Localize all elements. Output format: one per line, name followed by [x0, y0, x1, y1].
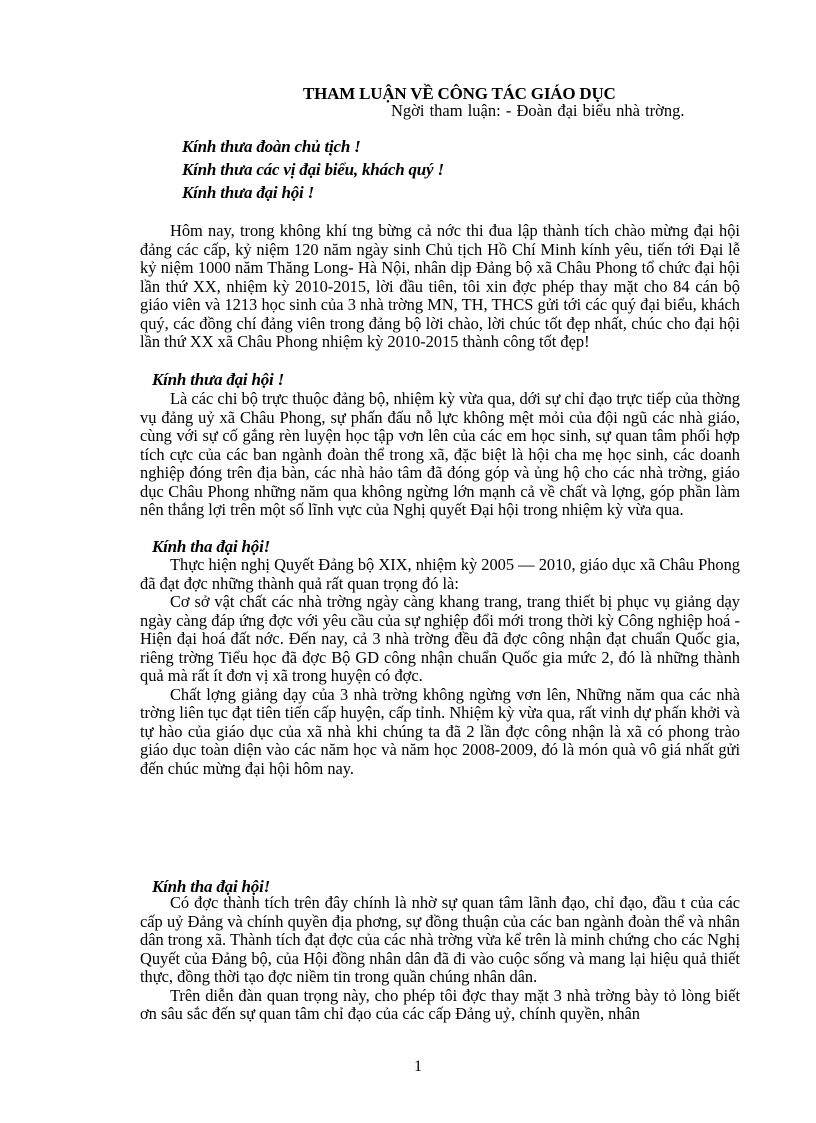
paragraph-3b-text: Cơ sở vật chất các nhà trờng ngày càng khang trang, trang thiết bị phục vụ giảng dạy ngày càng đáp ứng đợc với yêu cầu của sự nghiệp đổi mới trong thời kỳ Công nghiệp hoá - Hiện đại hoá đất nớc. Đến nay, cả 3 nhà trờng đều đã đợc công nhận đạt chuẩn Quốc gia, riêng trờng Tiểu học đã đợc Bộ GD công nhận chuẩn Quốc gia mức 2, đó là những thành quả mà rất ít đơn vị xã trong huyện có đợc.: [140, 592, 740, 685]
heading-4: Kính tha đại hội!: [152, 877, 271, 896]
paragraph-3c-text: Chất lợng giảng dạy của 3 nhà trờng không ngừng vơn lên, Những năm qua các nhà trờng liên tục đạt tiên tiến cấp huyện, cấp tỉnh. Nhiệm kỳ vừa qua, rất vinh dự phấn khởi và tự hào của giáo dục của xã nhà khi chúng ta đã 2 lần đợc công nhận là xã có phong trào giáo dục toàn diện vào các năm học và năm học 2008-2009, đó là món quà vô giá nhất gửi đến chúc mừng đại hội hôm nay.: [140, 684, 740, 778]
paragraph-4-text: Có đợc thành tích trên đây chính là nhờ sự quan tâm lãnh đạo, chỉ đạo, đầu t của các cấp uỷ Đảng và chính quyền địa phơng, sự đồng thuận của các ban ngành đoàn thể và nhân dân trong xã. Thành tích đạt đợc của các nhà trờng vừa kể trên là minh chứng cho các Nghị Quyết của Đảng bộ, của Hội đồng nhân dân đã đi vào cuộc sống và mang lại hiệu quả thiết thực, đồng thời tạo đợc niềm tin trong quần chúng nhân dân.: [140, 893, 740, 986]
presenter-line: Ngời tham luận: - Đoàn đại biểu nhà trờng.: [391, 101, 685, 120]
greeting-1: Kính thưa đoàn chủ tịch !: [182, 137, 361, 156]
heading-3: Kính tha đại hội!: [152, 537, 271, 556]
paragraph-2-text: Là các chi bộ trực thuộc đảng bộ, nhiệm kỳ vừa qua, dới sự chỉ đạo trực tiếp của thờng vụ đảng uỷ xã Châu Phong, sự phấn đấu nỗ lực không mệt mỏi của đội ngũ các nhà giáo, cùng với sự cố gắng rèn luyện học tập vơn lên của các em học sinh, sự quan tâm phối hợp tích cực của các ban ngành đoàn thể trong xã, đặc biệt là hội cha mẹ học sinh, các doanh nghiệp đóng trên địa bàn, các nhà hảo tâm đã đóng góp và ủng hộ cho các nhà trờng, giáo dục Châu Phong những năm qua không ngừng lớn mạnh cả về chất và lợng, góp phần làm nên thắng lợi trên một số lĩnh vực của Nghị quyết Đại hội trong nhiệm kỳ vừa qua.: [140, 389, 740, 519]
paragraph-4: [140, 894, 740, 1024]
greeting-2: Kính thưa các vị đại biểu, khách quý !: [182, 160, 444, 179]
paragraph-3: [140, 556, 740, 778]
heading-2: Kính thưa đại hội !: [152, 370, 285, 389]
page-number: 1: [414, 1058, 422, 1075]
paragraph-3a-text: Thực hiện nghị Quyết Đảng bộ XIX, nhiệm kỳ 2005 — 2010, giáo dục xã Châu Phong đã đạt đợc những thành quả rất quan trọng đó là:: [140, 555, 740, 593]
page-title: THAM LUẬN VỀ CÔNG TÁC GIÁO DỤC: [303, 84, 616, 103]
paragraph-5-text: Trên diễn đàn quan trọng này, cho phép tôi đợc thay mặt 3 nhà trờng bày tỏ lòng biết ơn sâu sắc đến sự quan tâm chỉ đạo của các cấp Đảng uỷ, chính quyền, nhân: [140, 985, 740, 1023]
paragraph-1: [140, 222, 740, 352]
paragraph-2: [140, 390, 740, 520]
paragraph-1-text: Hôm nay, trong không khí tng bừng cả nớc thi đua lập thành tích chào mừng đại hội đảng các cấp, kỷ niệm 120 năm ngày sinh Chủ tịch Hồ Chí Minh kính yêu, tiến tới Đại lễ kỷ niệm 1000 năm Thăng Long- Hà Nội, nhân dịp Đảng bộ xã Châu Phong tổ chức đại hội lần thứ XX, nhiệm kỳ 2010-2015, lời đầu tiên, tôi xin đợc phép thay mặt cho 84 cán bộ giáo viên và 1213 học sinh của 3 nhà trờng MN, TH, THCS gửi tới các quý đại biểu, khách quý, các đồng chí đảng viên trong đảng bộ lời chào, lời chúc tốt đẹp nhất, chúc cho đại hội lần thứ XX xã Châu Phong nhiệm kỳ 2010-2015 thành công tốt đẹp!: [140, 221, 740, 351]
greeting-3: Kính thưa đại hội !: [182, 183, 315, 202]
